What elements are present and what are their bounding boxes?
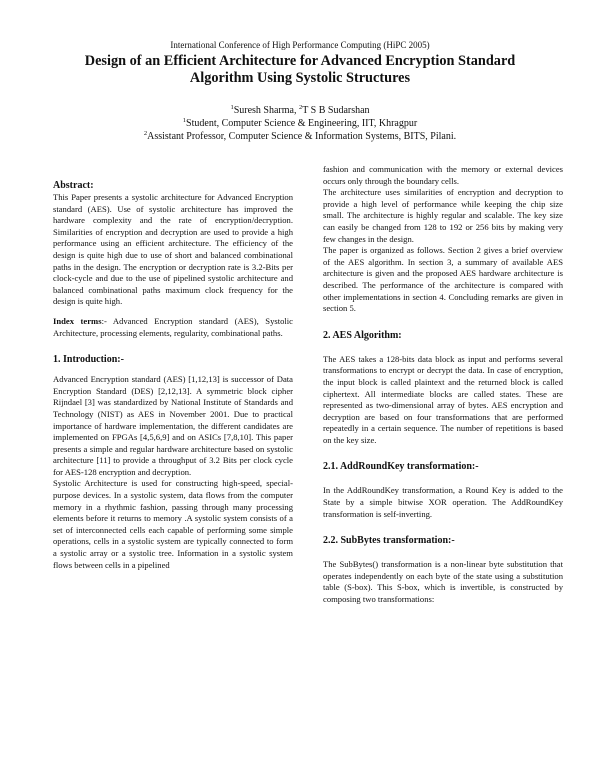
abstract-text: This Paper presents a systolic architecture for Advanced Encryption standard (AES). Use of systolic architecture has improved the hardware complexity and the rate of encryption/decryption. Similarities of encryption and decryption are used to provide a high performance using an efficient architecture. The efficiency of the design is quite high due to use of short and balanced combinational paths in the design. The encryption or decryption rate is 3.2-Bits per clock-cycle and due to the use of pipelined systolic architecture and balanced combinational paths maximum clock frequency for the design is quite high. — [53, 192, 293, 307]
addroundkey-paragraph: In the AddRoundKey transformation, a Round Key is added to the State by a simple bitwise XOR operation. The AddRoundKey transformation is self-inverting. — [323, 485, 563, 519]
paper-title — [40, 53, 560, 87]
index-terms-label: Index terms — [53, 315, 102, 326]
affiliation-1 — [0, 117, 600, 130]
author-1-sup: 1 — [230, 104, 234, 111]
intro-heading: 1. Introduction:- — [53, 354, 124, 366]
intro-paragraph-2: Systolic Architecture is used for constructing high-speed, special- purpose devices. In a systolic system, data flows from the computer memory in a rhythmic fashion, passing through many processing elements before it returns to memory .A systolic system consists of a set of interconnected cells each capable of performing some simple operations, cells in a systolic system are typically connected to form a systolic array or a systolic tree. Information in a systolic system flows between cells in a pipelined — [53, 478, 293, 570]
intro-paragraph-1: Advanced Encryption standard (AES) [1,12,13] is successor of Data Encryption Standard (DES) [2,12,13]. A symmetric block cipher Rijndael [3] was standardized by National Institute of Standards and Technology (NIST) as AES in November 2001. Due to practical importance of hardware implementation, the different candidates are implemented on FPGAs [4,5,6,9] and on ASICs [7,8,10]. This paper presents a simple and regular hardware architecture based on systolic architecture [11] to provide a throughput of 3.2 Bits per clock cycle for AES-128 encryption and decryption. — [53, 374, 293, 477]
subbytes-paragraph: The SubBytes() transformation is a non-linear byte substitution that operates independently on each byte of the state using a substitution table (S-box). This S-box, which is invertible, is constructed by composing two transformations: — [323, 559, 563, 605]
architecture-paragraph: The architecture uses similarities of encryption and decryption to provide a high level of performance while keeping the chip size small. The architecture is highly regular and scalable. The key size can easily be changed from 128 to 192 or 256 bits by making very few changes in the design. — [323, 187, 563, 244]
subbytes-heading: 2.2. SubBytes transformation:- — [323, 535, 455, 547]
organization-paragraph: The paper is organized as follows. Section 2 gives a brief overview of the AES algorithm. In section 3, a summary of available AES architecture is given and the proposed AES hardware architecture is described. The performance of the architecture is compared with other implementations in section 4. Concluding remarks are given in section 5. — [323, 245, 563, 314]
author-2-name: T S B Sudarshan — [302, 105, 370, 116]
intro-continued: fashion and communication with the memory or external devices occurs only through the boundary cells. — [323, 164, 563, 186]
author-1-name: Suresh Sharma, — [233, 105, 299, 116]
index-terms — [53, 316, 293, 339]
affiliation-1-text: Student, Computer Science & Engineering, IIT, Khragpur — [186, 118, 418, 129]
title-line-1: Design of an Efficient Architecture for Advanced Encryption Standard — [84, 53, 516, 69]
addroundkey-heading: 2.1. AddRoundKey transformation:- — [323, 461, 479, 473]
title-line-2: Algorithm Using Systolic Structures — [189, 70, 411, 86]
author-block — [0, 104, 600, 143]
affiliation-1-sup: 1 — [182, 117, 187, 124]
author-2-sup: 2 — [298, 104, 303, 111]
affiliation-2 — [0, 130, 600, 143]
author-names — [0, 104, 600, 117]
abstract-heading: Abstract: — [53, 180, 94, 191]
conference-header: International Conference of High Performance Computing (HiPC 2005) — [170, 40, 430, 50]
aes-heading: 2. AES Algorithm: — [323, 329, 402, 341]
aes-paragraph: The AES takes a 128-bits data block as input and performs several transformations to encrypt or decrypt the data. In case of encryption, the input block is called plaintext and the returned block is called ciphertext. All intermediate blocks are called states. These are represented as two-dimensional array of bytes. AES encryption and decryption are based on four transformations that are performed repeatedly in a certain sequence. The number of repetitions is based on the key size. — [323, 353, 563, 445]
affiliation-2-sup: 2 — [143, 130, 148, 137]
affiliation-2-text: Assistant Professor, Computer Science & Information Systems, BITS, Pilani. — [147, 131, 457, 142]
index-terms-text: :- Advanced Encryption standard (AES), Systolic Architecture, processing elements, regularity, combinational paths. — [53, 315, 293, 338]
right-column — [323, 164, 563, 606]
left-column — [53, 180, 293, 571]
